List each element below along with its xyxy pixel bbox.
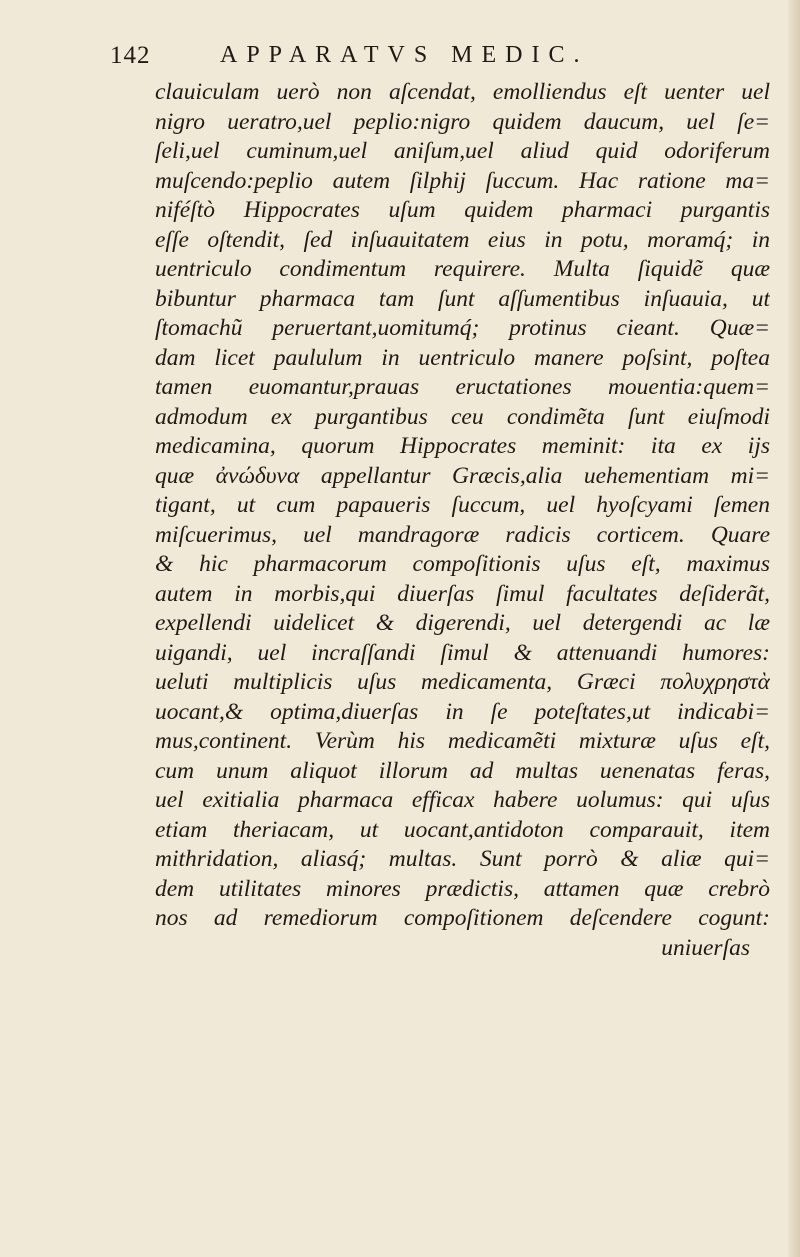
text-line: dam licet paululum in uentriculo manere poſsint, poſtea <box>155 344 770 371</box>
text-line: bibuntur pharmaca tam ſunt aſſumentibus inſuauia, ut <box>155 285 770 312</box>
text-line: uigandi, uel incraſſandi ſimul & attenuandi humores: <box>155 639 770 666</box>
text-line: clauiculam uerò non aſcendat, emolliendus eſt uenter uel <box>155 79 770 105</box>
text-line: nigro ueratro,uel peplio:nigro quidem daucum, uel ſe= <box>155 108 770 135</box>
text-line: uentriculo condimentum requirere. Multa ſiquidẽ quæ <box>155 256 770 282</box>
text-line: mus,continent. Verùm his medicamẽti mixturæ uſus eſt, <box>155 728 770 754</box>
text-line: uel exitialia pharmaca efficax habere uolumus: qui uſus <box>155 787 770 813</box>
text-line: ueluti multiplicis uſus medicamenta, Græci πολυχρηστὰ <box>155 669 770 695</box>
text-line: expellendi uidelicet & digerendi, uel detergendi ac læ <box>155 610 770 636</box>
page-number: 142 <box>110 42 151 69</box>
text-line: admodum ex purgantibus ceu condimẽta ſunt eiuſmodi <box>155 403 770 430</box>
text-line: muſcendo:peplio autem ſilphij ſuccum. Hac ratione ma= <box>155 167 770 194</box>
text-line: mithridation, aliasq́; multas. Sunt porrò & aliæ qui= <box>155 846 770 872</box>
page-edge <box>788 0 800 1257</box>
text-line: nos ad remediorum compoſitionem deſcendere cogunt: <box>155 905 770 931</box>
text-line: tamen euomantur,prauas eructationes mouentia:quem= <box>155 374 770 400</box>
text-line: tigant, ut cum papaueris ſuccum, uel hyoſcyami ſemen <box>155 492 770 518</box>
page-header <box>110 42 670 78</box>
text-line: ſtomachũ peruertant,uomitumq́; protinus cieant. Quæ= <box>155 315 770 341</box>
text-line: dem utilitates minores prædictis, attamen quæ crebrò <box>155 875 770 902</box>
text-line: & hic pharmacorum compoſitionis uſus eſt, maximus <box>155 551 770 577</box>
text-line: etiam theriacam, ut uocant,antidoton comparauit, item <box>155 816 770 843</box>
body-text <box>155 78 770 963</box>
text-line: niféſtò Hippocrates uſum quidem pharmaci purgantis <box>155 197 770 223</box>
text-line: miſcuerimus, uel mandragoræ radicis corticem. Quare <box>155 521 770 548</box>
text-line: uocant,& optima,diuerſas in ſe poteſtates,ut indicabi= <box>155 698 770 725</box>
text-line: eſſe oſtendit, ſed inſuauitatem eius in potu, moramq́; in <box>155 226 770 253</box>
running-title: APPARATVS MEDIC. <box>220 42 589 68</box>
text-line: medicamina, quorum Hippocrates meminit: ita ex ijs <box>155 433 770 459</box>
text-line: autem in morbis,qui diuerſas ſimul facultates deſiderãt, <box>155 580 770 607</box>
catchword: uniuerſas <box>661 934 750 961</box>
text-line: ſeli,uel cuminum,uel aniſum,uel aliud quid odoriferum <box>155 138 770 164</box>
text-line: cum unum aliquot illorum ad multas uenenatas feras, <box>155 757 770 784</box>
text-line: quæ ἀνώδυνα appellantur Græcis,alia uehementiam mi= <box>155 462 770 489</box>
